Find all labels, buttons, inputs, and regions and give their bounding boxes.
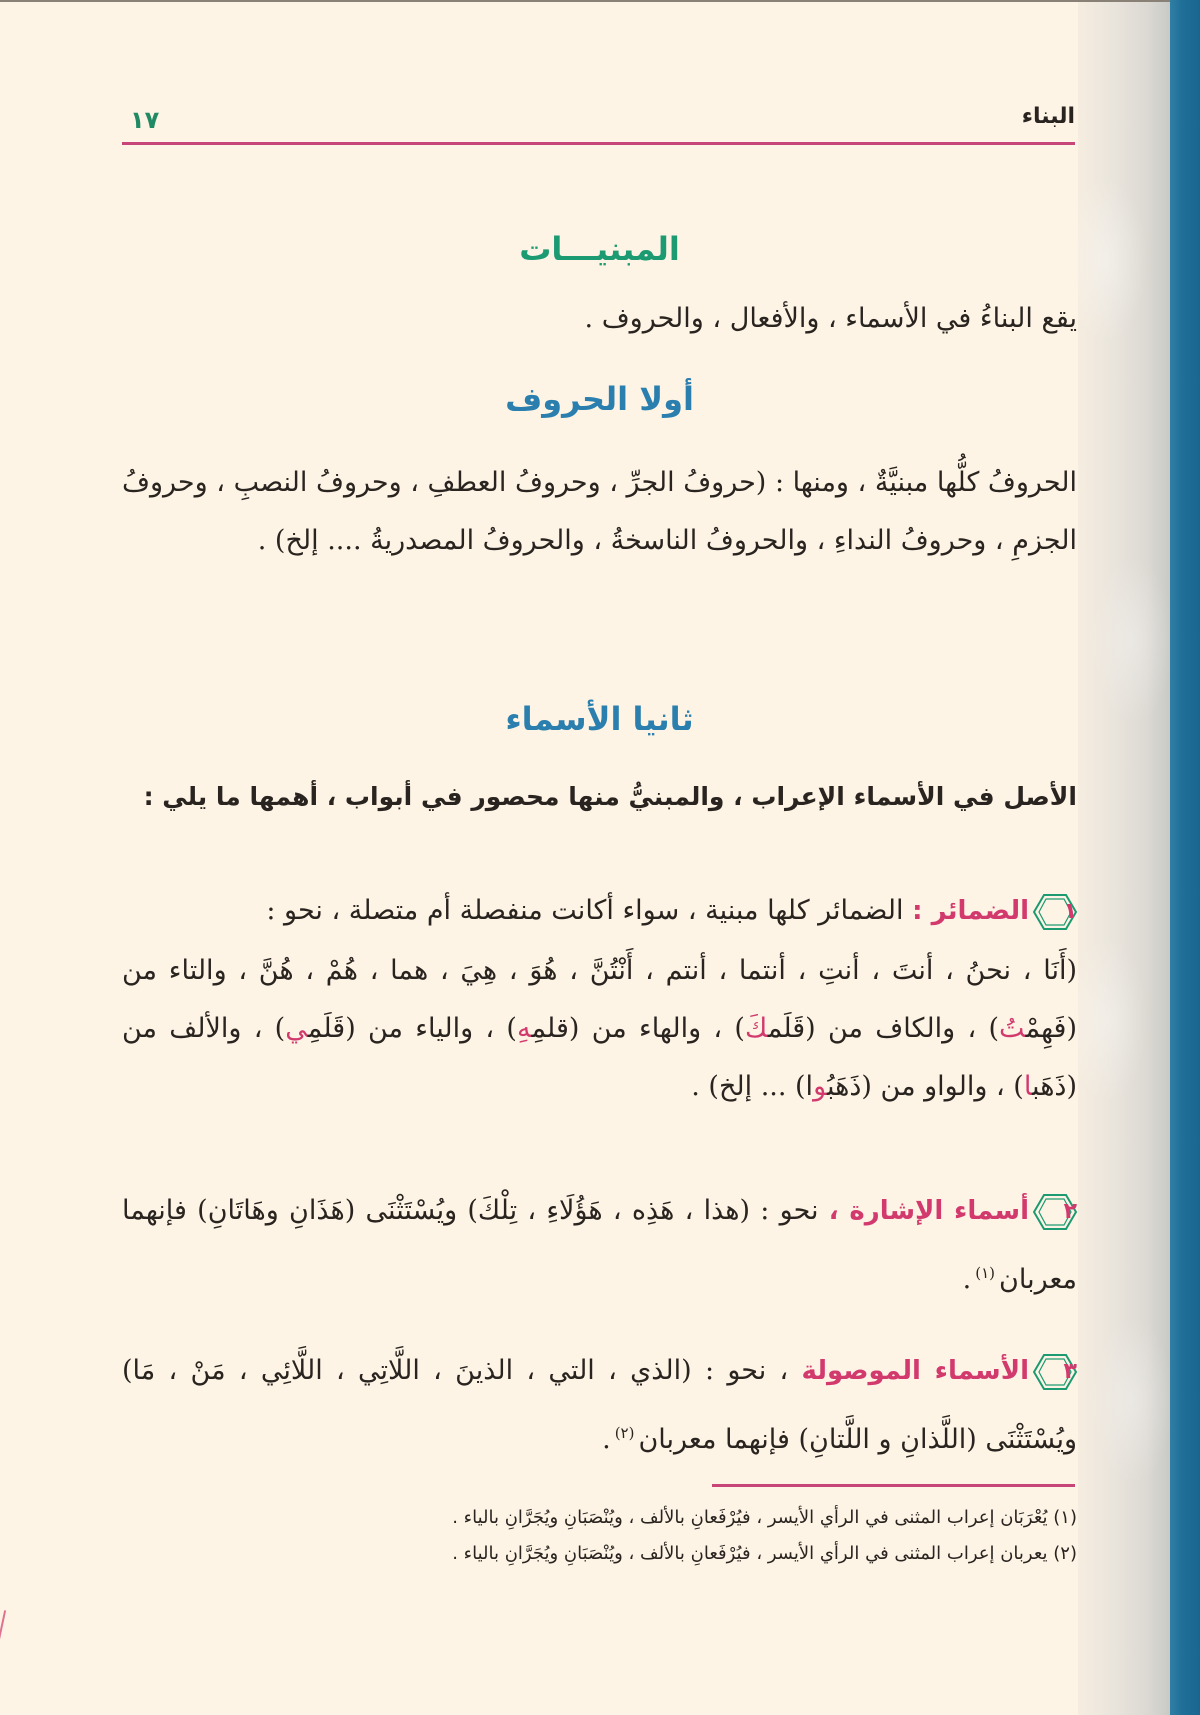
gutter-pattern xyxy=(1078,0,1170,1715)
example-text: ) ، والهاء من (قلمِ xyxy=(531,1013,745,1044)
list-item-demonstratives xyxy=(122,1180,1077,1311)
hexagon-number-badge xyxy=(1033,1354,1077,1390)
intro-paragraph: يقع البناءُ في الأسماء ، والأفعال ، والحروف . xyxy=(584,303,1077,334)
hexagon-number-badge xyxy=(1033,894,1077,930)
book-spine xyxy=(1170,0,1200,1715)
footnote-rule xyxy=(712,1484,1075,1487)
footnote-ref[interactable]: (١) xyxy=(975,1264,996,1282)
section2-heading: ثانيا الأسماء xyxy=(505,700,694,738)
page-top-edge xyxy=(0,0,1170,2)
main-heading: المبنيـــات xyxy=(519,230,680,268)
item-end: . xyxy=(602,1424,611,1455)
header-rule xyxy=(122,142,1075,145)
example-text: ) ، والألف من (ذَهَب xyxy=(122,1013,1077,1102)
pronoun-examples xyxy=(122,942,1077,1116)
item-title: أسماء الإشارة ، xyxy=(828,1196,1029,1226)
item-title: الأسماء الموصولة xyxy=(801,1356,1029,1386)
examples-line1: (أَنَا ، نحنُ ، أنتَ ، أنتِ ، أنتما ، أنتم ، أَنْتُنَّ ، هُوَ ، هِيَ ، هما ، هُمْ ، هُنَّ ، والتاء xyxy=(168,955,1077,986)
footnote-2: (٢) يعربان إعراب المثنى في الرأي الأيسر ، فيُرْفَعانِ بالألف ، ويُنْصَبَانِ ويُجَرَّانِ بالياء . xyxy=(452,1543,1077,1564)
item-end: . xyxy=(962,1264,972,1295)
example-text: ا) ... إلخ) . xyxy=(691,1071,814,1102)
example-text: ) ، والكاف من (قَلَم xyxy=(767,1013,999,1044)
highlighted-suffix: ي xyxy=(285,1013,308,1044)
section2-lead: الأصل في الأسماء الإعراب ، والمبنيُّ منها محصور في أبواب ، أهمها ما يلي : xyxy=(143,782,1077,811)
hexagon-number-badge xyxy=(1033,1194,1077,1230)
highlighted-suffix: تُ xyxy=(998,1013,1026,1044)
footnote-1: (١) يُعْرَبَان إعراب المثنى في الرأي الأيسر ، فيُرْفَعانِ بالألف ، ويُنْصَبَانِ ويُجَرَّانِ بالياء . xyxy=(452,1507,1077,1528)
footnotes xyxy=(300,1500,1077,1572)
example-text: من (فَهِمْ xyxy=(122,955,1077,1044)
example-text: ) ، والياء من (قَلَمِ xyxy=(307,1013,517,1044)
page-number: ١٧ xyxy=(130,106,160,134)
section1-heading: أولا الحروف xyxy=(505,380,694,418)
item-title: الضمائر : xyxy=(912,896,1029,926)
running-header xyxy=(122,100,1075,146)
running-title: البناء xyxy=(1021,104,1075,129)
highlighted-suffix: و xyxy=(813,1071,828,1102)
item-number: ٣ xyxy=(1063,1358,1077,1384)
page-gutter xyxy=(1078,0,1170,1715)
highlighted-suffix: ا xyxy=(1023,1071,1033,1102)
footnote-ref[interactable]: (٢) xyxy=(614,1424,635,1442)
highlighted-suffix: كَ xyxy=(744,1013,768,1044)
item-text: الضمائر كلها مبنية ، سواء أكانت منفصلة أم متصلة ، نحو : xyxy=(266,895,913,926)
list-item-pronouns xyxy=(122,880,1077,942)
item-number: ١ xyxy=(1063,898,1077,924)
item-number: ٢ xyxy=(1063,1198,1077,1224)
example-text: ) ، والواو من (ذَهَبُ xyxy=(827,1071,1024,1102)
item-text: نحو : (هذا ، هَذِه ، هَؤُلَاءِ ، تِلْكَ) ويُسْتَثْنَى (هَذَانِ وهَاتَانِ) فإنهما معربان xyxy=(122,1195,1077,1295)
highlighted-suffix: هِ xyxy=(516,1013,532,1044)
list-item-relatives xyxy=(122,1340,1077,1471)
section1-paragraph: الحروفُ كلُّها مبنيَّةٌ ، ومنها : (حروفُ الجرِّ ، وحروفُ العطفِ ، وحروفُ النصبِ ، وحروفُ الجزمِ ، وحروفُ النداءِ ، والحروفُ الناسخةُ ، والحروفُ المصدريةُ .... إلخ) . xyxy=(122,467,1077,556)
item-text: ، نحو : (الذي ، التي ، الذينَ ، اللَّاتِي ، اللَّائِي ، مَنْ ، مَا) ويُسْتَثْنَى (اللَّذانِ و اللَّتانِ) فإنهما معربان xyxy=(122,1355,1077,1455)
